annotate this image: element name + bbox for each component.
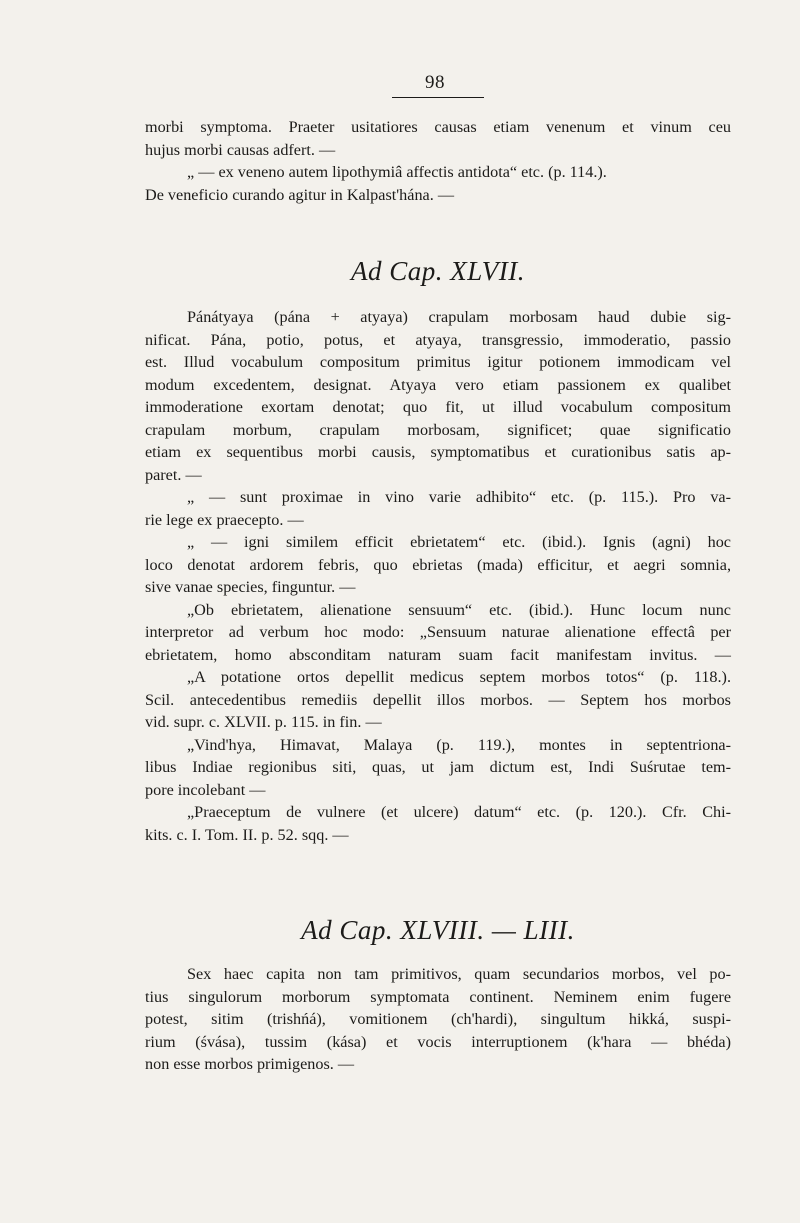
section-heading-cap-48-53: Ad Cap. XLVIII. — LIII. [301,915,575,945]
text-line: etiam ex sequentibus morbi causis, symptomatibus et curationibus satis ap- [145,443,731,461]
text-line: est. Illud vocabulum compositum primitus igitur potionem immodicam vel [145,353,731,371]
text-line: „Vind'hya, Himavat, Malaya (p. 119.), montes in septentriona- [187,735,731,754]
page-number: 98 [425,72,445,93]
text-line: kits. c. I. Tom. II. p. 52. sqq. — [145,825,349,844]
text-line: Scil. antecedentibus remediis depellit illos morbos. — Septem hos morbos [145,690,731,709]
text-line: rium (śvása), tussim (kása) et vocis interruptionem (k'hara — bhéda) [145,1032,731,1051]
text-line: sive vanae species, finguntur. — [145,578,356,596]
paragraph-block-2 [145,306,731,846]
text-line: De veneficio curando agitur in Kalpast'hána. — [145,185,455,204]
text-line: modum excedentem, designat. Atyaya vero etiam passionem ex qualibet [145,375,731,394]
text-line: rie lege ex praecepto. — [145,510,304,529]
text-line: Pánátyaya (pána + atyaya) crapulam morbosam haud dubie sig- [187,308,731,326]
text-line: pore incolebant — [145,780,266,799]
text-line: „ — sunt proximae in vino varie adhibito“ etc. (p. 115.). Pro va- [187,488,731,506]
text-line: libus Indiae regionibus siti, quas, ut jam dictum est, Indi Suśrutae tem- [145,758,731,776]
text-line: crapulam morbum, crapulam morbosam, significet; quae significatio [145,420,731,439]
text-line: immoderatione exortam denotat; quo fit, ut illud vocabulum compositum [145,398,731,416]
text-line: „Ob ebrietatem, alienatione sensuum“ etc. (ibid.). Hunc locum nunc [187,600,731,619]
paragraph-block-3 [145,963,731,1076]
text-line: Sex haec capita non tam primitivos, quam secundarios morbos, vel po- [187,965,731,983]
text-line: loco denotat ardorem febris, quo ebrietas (mada) efficitur, et aegri somnia, [145,555,731,574]
section-heading-cap-47: Ad Cap. XLVII. [351,256,525,286]
text-line: „ — ex veneno autem lipothymiâ affectis antidota“ etc. (p. 114.). [187,163,607,181]
text-line: nificat. Pána, potio, potus, et atyaya, transgressio, immoderatio, passio [145,330,731,349]
text-line: „A potatione ortos depellit medicus septem morbos totos“ (p. 118.). [187,668,731,686]
text-line: interpretor ad verbum hoc modo: „Sensuum naturae alienatione effectâ per [145,623,731,641]
text-line: hujus morbi causas adfert. — [145,140,336,159]
text-line: morbi symptoma. Praeter usitatiores causas etiam venenum et vinum ceu [145,118,731,136]
text-line: „Praeceptum de vulnere (et ulcere) datum“ etc. (p. 120.). Cfr. Chi- [187,803,731,821]
text-line: potest, sitim (trishńá), vomitionem (ch'hardi), singultum hikká, suspi- [145,1010,731,1028]
text-line: vid. supr. c. XLVII. p. 115. in fin. — [145,713,382,731]
text-line: tius singulorum morborum symptomata continent. Neminem enim fugere [145,987,731,1006]
page-number-rule [392,97,484,98]
text-line: paret. — [145,465,202,484]
paragraph-block-1 [145,116,731,206]
text-line: ebrietatem, homo absconditam naturam suam facit manifestam invitus. — [145,645,731,664]
text-line: non esse morbos primigenos. — [145,1055,355,1073]
text-line: „ — igni similem efficit ebrietatem“ etc. (ibid.). Ignis (agni) hoc [187,533,731,551]
